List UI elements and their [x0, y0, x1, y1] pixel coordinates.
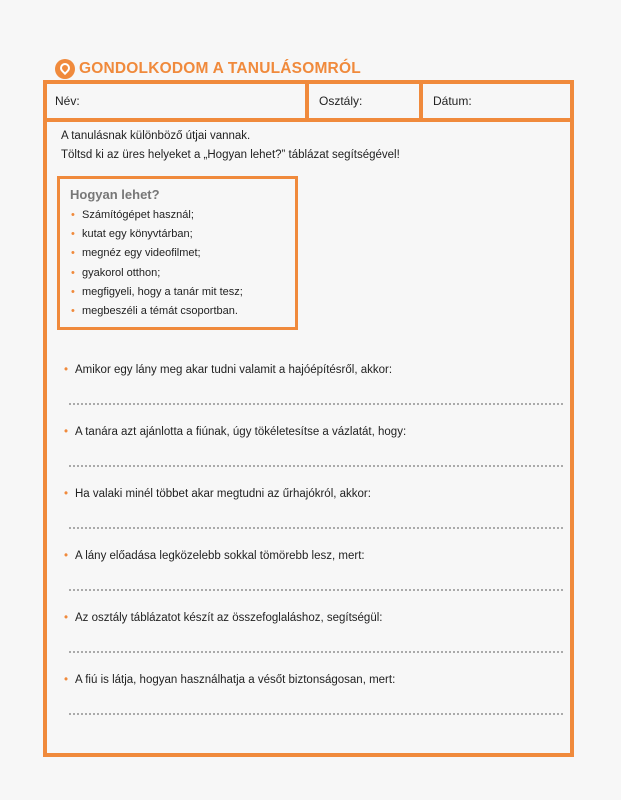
sprout-icon	[55, 59, 75, 79]
answer-line[interactable]	[69, 589, 563, 591]
instruction-line: A tanulásnak különböző útjai vannak.	[61, 130, 251, 142]
hint-item: • kutat egy könyvtárban;	[70, 225, 285, 244]
question-item	[63, 488, 563, 550]
question-item	[63, 674, 563, 736]
question-text: • A fiú is látja, hogyan használhatja a vésőt biztonságosan, mert:	[63, 674, 563, 686]
question-text: • Az osztály táblázatot készít az összefoglaláshoz, segítségül:	[63, 612, 563, 624]
name-label: Név:	[55, 94, 80, 108]
hint-box	[57, 176, 298, 330]
question-list	[63, 364, 563, 736]
hint-item: • gyakorol otthon;	[70, 264, 285, 283]
info-row	[47, 84, 570, 122]
hint-list	[70, 206, 285, 321]
answer-line[interactable]	[69, 465, 563, 467]
instructions	[61, 127, 400, 165]
name-field[interactable]	[47, 84, 309, 118]
question-item	[63, 612, 563, 674]
answer-line[interactable]	[69, 713, 563, 715]
date-label: Dátum:	[433, 94, 472, 108]
question-text: • Ha valaki minél többet akar megtudni az űrhajókról, akkor:	[63, 488, 563, 500]
hint-item: • megnéz egy videofilmet;	[70, 244, 285, 263]
answer-line[interactable]	[69, 403, 563, 405]
worksheet-frame	[43, 80, 574, 757]
hint-title: Hogyan lehet?	[70, 187, 160, 202]
instruction-line: Töltsd ki az üres helyeket a „Hogyan lehet?” táblázat segítségével!	[61, 149, 400, 161]
hint-item: • megfigyeli, hogy a tanár mit tesz;	[70, 283, 285, 302]
question-text: • A tanára azt ajánlotta a fiúnak, úgy tökéletesítse a vázlatát, hogy:	[63, 426, 563, 438]
hint-item: • Számítógépet használ;	[70, 206, 285, 225]
answer-line[interactable]	[69, 651, 563, 653]
worksheet-title: GONDOLKODOM A TANULÁSOMRÓL	[79, 60, 361, 77]
class-label: Osztály:	[319, 94, 363, 108]
question-item	[63, 550, 563, 612]
date-field[interactable]	[423, 84, 570, 118]
worksheet-header	[55, 58, 361, 80]
question-text: • A lány előadása legközelebb sokkal tömörebb lesz, mert:	[63, 550, 563, 562]
question-item	[63, 364, 563, 426]
hint-item: • megbeszéli a témát csoportban.	[70, 302, 285, 321]
question-item	[63, 426, 563, 488]
class-field[interactable]	[309, 84, 423, 118]
answer-line[interactable]	[69, 527, 563, 529]
question-text: • Amikor egy lány meg akar tudni valamit a hajóépítésről, akkor:	[63, 364, 563, 376]
